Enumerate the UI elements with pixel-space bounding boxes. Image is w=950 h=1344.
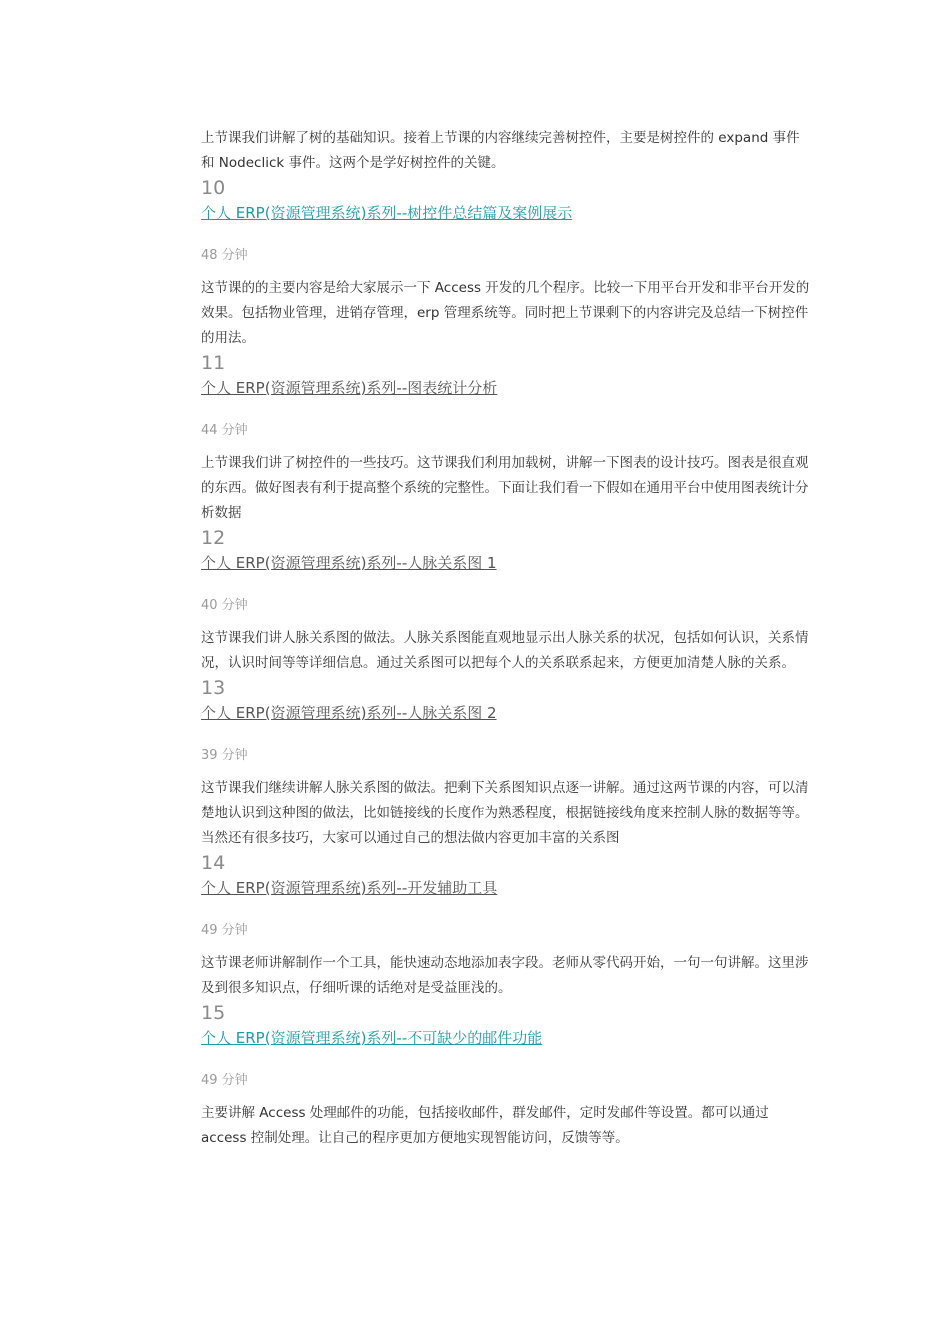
lesson-duration: 39 分钟 xyxy=(201,748,248,763)
lesson-title-link[interactable]: 个人 ERP(资源管理系统)系列--图表统计分析 xyxy=(201,379,498,397)
lesson-description: 这节课的的主要内容是给大家展示一下 Access 开发的几个程序。比较一下用平台开发和非平台开发的效果。包括物业管理，进销存管理，erp 管理系统等。同时把上节课剩下的内容讲完及总结一下树控件的用法。 xyxy=(201,280,810,346)
lesson-description: 这节课我们继续讲解人脉关系图的做法。把剩下关系图知识点逐一讲解。通过这两节课的内容，可以清楚地认识到这种图的做法，比如链接线的长度作为熟悉程度，根据链接线角度来控制人脉的数据等等。当然还有很多技巧，大家可以通过自己的想法做内容更加丰富的关系图 xyxy=(201,780,809,846)
lesson-item xyxy=(201,1001,811,1151)
lesson-list xyxy=(201,126,811,1151)
lesson-number: 12 xyxy=(201,527,226,549)
lesson-description: 主要讲解 Access 处理邮件的功能，包括接收邮件，群发邮件，定时发邮件等设置。都可以通过 access 控制处理。让自己的程序更加方便地实现智能访问，反馈等等。 xyxy=(201,1105,769,1146)
lesson-number: 13 xyxy=(201,677,226,699)
lesson-duration: 48 分钟 xyxy=(201,248,248,263)
lesson-description: 这节课我们讲人脉关系图的做法。人脉关系图能直观地显示出人脉关系的状况，包括如何认识，关系情况，认识时间等等详细信息。通过关系图可以把每个人的关系联系起来，方便更加清楚人脉的关系。 xyxy=(201,630,809,671)
lesson-item xyxy=(201,351,811,526)
lesson-description: 这节课老师讲解制作一个工具，能快速动态地添加表字段。老师从零代码开始，一句一句讲解。这里涉及到很多知识点，仔细听课的话绝对是受益匪浅的。 xyxy=(201,955,809,996)
lesson-title-link[interactable]: 个人 ERP(资源管理系统)系列--开发辅助工具 xyxy=(201,879,498,897)
lesson-title-link[interactable]: 个人 ERP(资源管理系统)系列--人脉关系图 2 xyxy=(201,704,497,722)
lesson-duration: 40 分钟 xyxy=(201,598,248,613)
lesson-duration: 49 分钟 xyxy=(201,923,248,938)
lesson-number: 11 xyxy=(201,352,226,374)
lesson-duration: 44 分钟 xyxy=(201,423,248,438)
lesson-duration: 49 分钟 xyxy=(201,1073,248,1088)
lesson-number: 10 xyxy=(201,177,226,199)
lesson-number: 15 xyxy=(201,1002,226,1024)
lesson-description: 上节课我们讲了树控件的一些技巧。这节课我们利用加载树，讲解一下图表的设计技巧。图表是很直观的东西。做好图表有利于提高整个系统的完整性。下面让我们看一下假如在通用平台中使用图表统计分析数据 xyxy=(201,455,809,521)
lesson-title-link[interactable]: 个人 ERP(资源管理系统)系列--人脉关系图 1 xyxy=(201,554,497,572)
lesson-item xyxy=(201,851,811,1001)
lesson-item xyxy=(201,526,811,676)
intro-paragraph: 上节课我们讲解了树的基础知识。接着上节课的内容继续完善树控件，主要是树控件的 expand 事件和 Nodeclick 事件。这两个是学好树控件的关键。 xyxy=(201,130,800,171)
lesson-item xyxy=(201,676,811,851)
lesson-item xyxy=(201,176,811,351)
lesson-title-link[interactable]: 个人 ERP(资源管理系统)系列--树控件总结篇及案例展示 xyxy=(201,204,573,222)
lesson-number: 14 xyxy=(201,852,226,874)
lesson-title-link[interactable]: 个人 ERP(资源管理系统)系列--不可缺少的邮件功能 xyxy=(201,1029,543,1047)
